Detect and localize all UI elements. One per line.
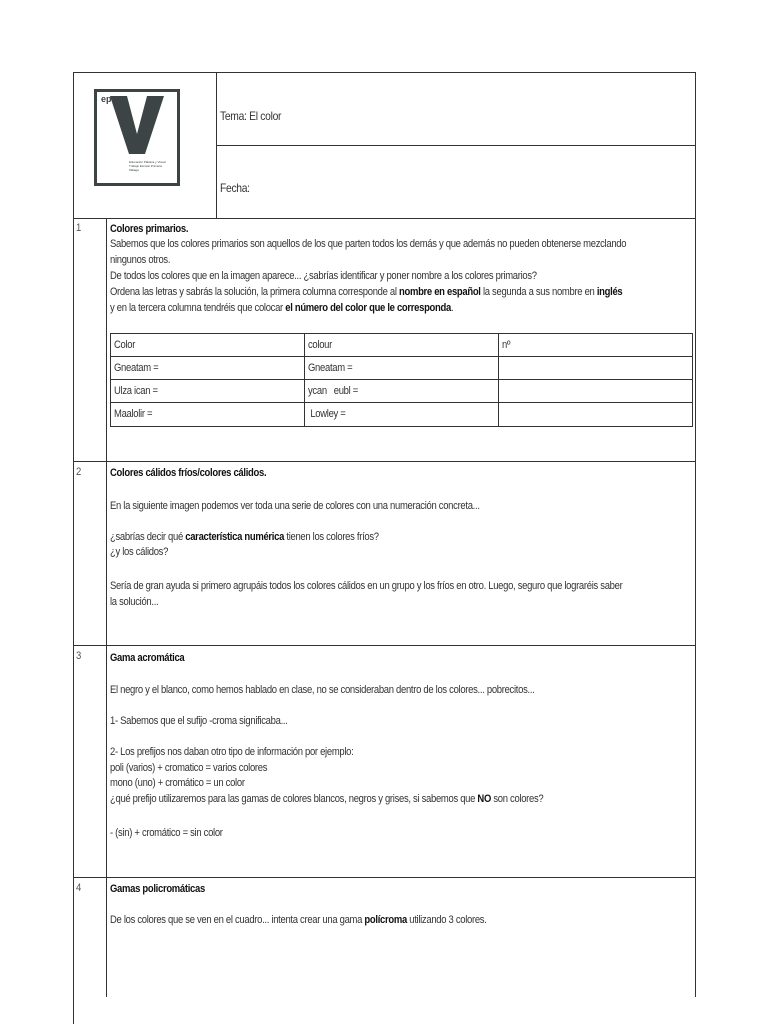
table-cell: ycan eubl = <box>308 385 359 397</box>
right-border <box>695 72 696 997</box>
section1-bottom-border <box>73 461 696 462</box>
header-logo-divider <box>216 72 217 218</box>
header-middle-divider <box>216 145 696 146</box>
table-border <box>304 333 305 427</box>
table-header-cell: nº <box>502 339 511 351</box>
table-header-cell: Color <box>114 339 136 351</box>
table-border <box>110 402 693 403</box>
section3-paragraph: 2- Los prefijos nos daban otro tipo de información por ejemplo: <box>110 746 354 758</box>
section3-paragraph: poli (varios) + cromatico = varios colores <box>110 762 268 774</box>
section4-paragraph: De los colores que se ven en el cuadro... intenta crear una gama polícroma utilizando 3 colores. <box>110 914 487 926</box>
header-bottom-border <box>73 218 696 219</box>
table-border <box>692 333 693 427</box>
section3-title: Gama acromática <box>110 652 185 664</box>
logo-ep-text: ep <box>101 94 112 104</box>
section-number-3: 3 <box>76 650 82 662</box>
section1-line-5: y en la tercera columna tendréis que colocar el número del color que le corresponda. <box>110 302 454 314</box>
section1-line: ningunos otros. <box>110 254 171 266</box>
table-cell: Gneatam = <box>114 362 159 374</box>
section2-bottom-border <box>73 645 696 646</box>
table-border <box>110 379 693 380</box>
section2-title: Colores cálidos fríos/colores cálidos. <box>110 467 267 479</box>
section3-answer: - (sin) + cromático = sin color <box>110 827 223 839</box>
section3-paragraph: mono (uno) + cromático = un color <box>110 777 245 789</box>
section4-title: Gamas policromáticas <box>110 883 205 895</box>
section-number-4: 4 <box>76 882 82 894</box>
table-border <box>498 333 499 427</box>
section3-bottom-border <box>73 877 696 878</box>
left-border <box>73 72 74 1024</box>
table-cell: Ulza ican = <box>114 385 158 397</box>
section1-line: De todos los colores que en la imagen aparece... ¿sabrías identificar y poner nombre a los colores primarios? <box>110 270 537 282</box>
section2-question-1: ¿sabrías decir qué característica numérica tienen los colores fríos? <box>110 531 379 543</box>
section2-question-2: ¿y los cálidos? <box>110 546 169 558</box>
section-number-1: 1 <box>76 222 82 234</box>
section1-line-4: Ordena las letras y sabrás la solución, la primera columna corresponde al nombre en español la segunda a sus nombre en inglés <box>110 286 623 298</box>
table-border <box>110 333 111 427</box>
fecha-field: Fecha: <box>220 181 250 195</box>
section3-paragraph: El negro y el blanco, como hemos hablado en clase, no se consideraban dentro de los colores... pobrecitos... <box>110 684 535 696</box>
table-cell: Maalolir = <box>114 408 153 420</box>
table-cell: Lowley = <box>308 408 346 420</box>
number-column-divider <box>106 218 107 997</box>
table-border <box>110 333 693 334</box>
ep-logo <box>94 89 180 186</box>
logo-v-mark <box>110 96 164 154</box>
section2-paragraph: Sería de gran ayuda si primero agrupáis todos los colores cálidos en un grupo y los fríos en otro. Luego, seguro que lograréis saber <box>110 580 623 592</box>
table-cell: Gneatam = <box>308 362 353 374</box>
table-header-cell: colour <box>308 339 332 351</box>
section-number-2: 2 <box>76 466 82 478</box>
section2-paragraph: la solución... <box>110 596 159 608</box>
header-top-border <box>73 72 696 73</box>
table-border <box>110 426 693 427</box>
tema-field: Tema: El color <box>220 109 282 123</box>
section3-paragraph: 1- Sabemos que el sufijo -croma significaba... <box>110 715 288 727</box>
section3-question: ¿qué prefijo utilizaremos para las gamas de colores blancos, negros y grises, si sabemos que NO son colores? <box>110 793 544 805</box>
section1-title: Colores primarios. <box>110 223 189 235</box>
logo-subtitle: Educación Plástica y Visual Trabajo Escolar Primaria Málaga <box>129 160 166 172</box>
section2-paragraph: En la siguiente imagen podemos ver toda una serie de colores con una numeración concreta... <box>110 500 480 512</box>
table-border <box>110 356 693 357</box>
section1-line: Sabemos que los colores primarios son aquellos de los que parten todos los demás y que además no pueden obtenerse mezclando <box>110 238 627 250</box>
